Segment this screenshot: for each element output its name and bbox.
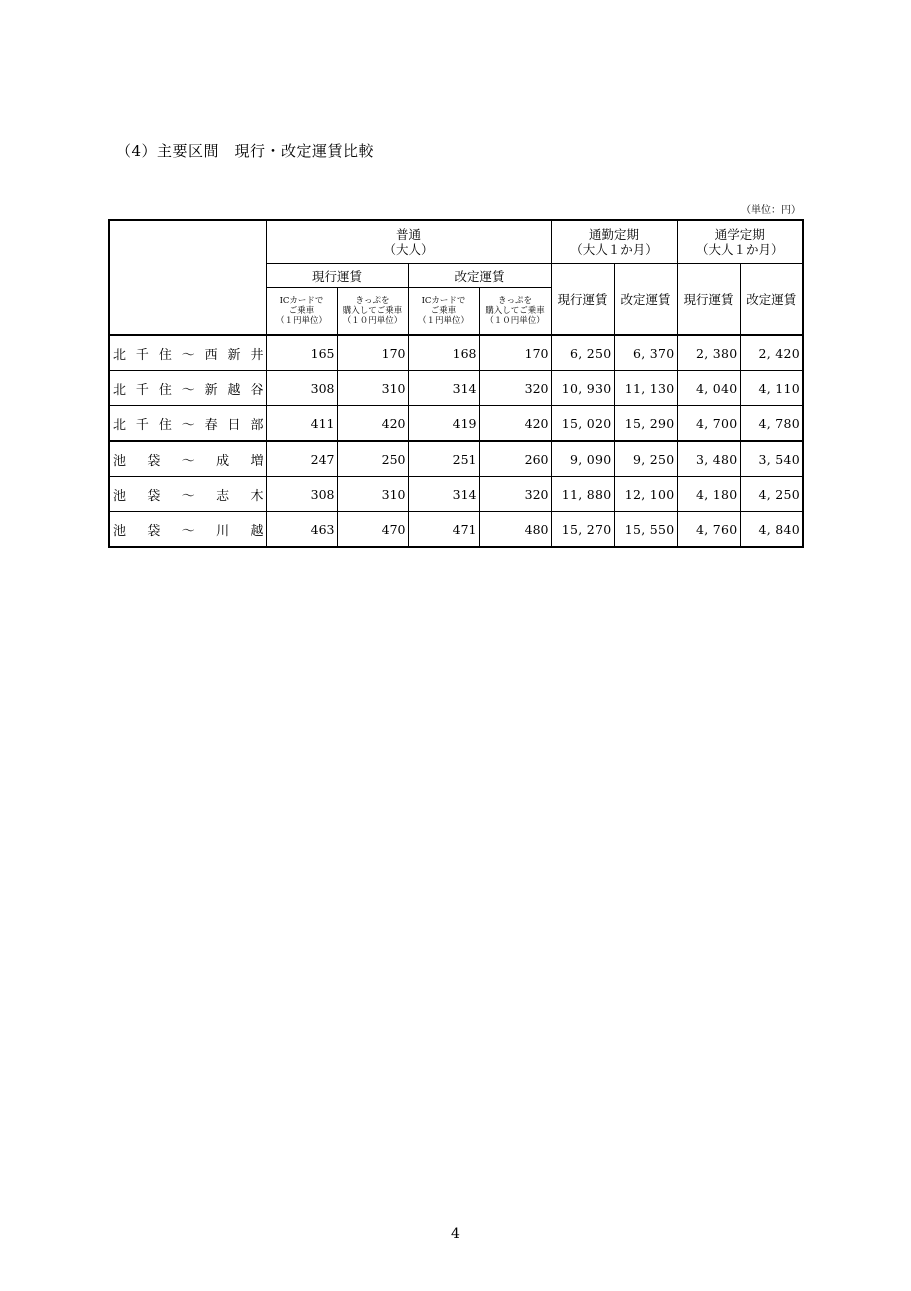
route-char: ～: [181, 417, 195, 433]
route-char: 住: [158, 382, 172, 398]
regular-revised-header: 改定運賃: [408, 264, 551, 288]
commuter-pass-title: 通勤定期: [589, 227, 640, 242]
table-row: [109, 512, 803, 548]
route-char: 新: [204, 382, 218, 398]
commuter-current-header: 現行運賃: [551, 264, 614, 336]
route-char: ～: [181, 453, 195, 469]
ic-label-line2: ご乗車: [288, 306, 315, 316]
route-char: 袋: [147, 453, 161, 469]
route-char: 川: [216, 523, 230, 539]
route-char: 北: [113, 382, 127, 398]
ic-label-line3: （１円単位）: [275, 316, 327, 326]
route-char: ～: [181, 523, 195, 539]
fare-cell: 10, 930: [551, 371, 614, 406]
fare-cell: 320: [479, 477, 551, 512]
fare-cell: 4, 180: [677, 477, 740, 512]
route-char: ～: [181, 347, 195, 363]
fare-cell: 419: [408, 406, 479, 442]
fare-cell: 11, 130: [614, 371, 677, 406]
revised-ticket-header: [479, 288, 551, 336]
fare-cell: 165: [266, 335, 337, 371]
ic-label-line2: ご乗車: [430, 306, 457, 316]
route-char: 池: [113, 488, 127, 504]
ic-label-line3: （１円単位）: [417, 316, 469, 326]
page-number: 4: [451, 1226, 460, 1242]
table-row: [109, 477, 803, 512]
route-char: 春: [204, 417, 218, 433]
fare-cell: 310: [337, 371, 408, 406]
commuter-revised-header: 改定運賃: [614, 264, 677, 336]
ticket-label-line2: 購入してご乗車: [342, 306, 403, 316]
route-cell: [109, 406, 266, 442]
route-cell: [109, 441, 266, 477]
fare-cell: 411: [266, 406, 337, 442]
fare-cell: 251: [408, 441, 479, 477]
regular-fare-title: 普通: [396, 227, 422, 242]
ic-label-line1: ICカードで: [421, 296, 466, 306]
fare-cell: 12, 100: [614, 477, 677, 512]
route-char: 日: [227, 417, 241, 433]
route-char: 住: [158, 347, 172, 363]
route-char: 住: [158, 417, 172, 433]
fare-cell: 9, 250: [614, 441, 677, 477]
ic-label-line1: ICカードで: [279, 296, 324, 306]
fare-cell: 4, 250: [740, 477, 803, 512]
route-char: 池: [113, 523, 127, 539]
fare-cell: 4, 040: [677, 371, 740, 406]
route-char: 北: [113, 417, 127, 433]
table-row: [109, 441, 803, 477]
fare-cell: 247: [266, 441, 337, 477]
route-char: 袋: [147, 523, 161, 539]
revised-ic-header: [408, 288, 479, 336]
route-char: 西: [204, 347, 218, 363]
route-char: 越: [250, 523, 264, 539]
fare-cell: 170: [479, 335, 551, 371]
fare-cell: 420: [337, 406, 408, 442]
fare-cell: 15, 020: [551, 406, 614, 442]
fare-cell: 314: [408, 371, 479, 406]
route-char: 木: [250, 488, 264, 504]
current-ticket-header: [337, 288, 408, 336]
regular-fare-header: [266, 220, 551, 264]
table-row: [109, 335, 803, 371]
unit-note: （単位：円）: [741, 205, 801, 216]
table-row: [109, 371, 803, 406]
fare-cell: 4, 760: [677, 512, 740, 548]
fare-cell: 3, 540: [740, 441, 803, 477]
ticket-label-line3: （１０円単位）: [485, 316, 545, 326]
fare-cell: 3, 480: [677, 441, 740, 477]
fare-cell: 15, 290: [614, 406, 677, 442]
section-heading: （4）主要区間 現行・改定運賃比較: [116, 142, 375, 160]
route-char: 袋: [147, 488, 161, 504]
fare-cell: 9, 090: [551, 441, 614, 477]
route-char: 池: [113, 453, 127, 469]
fare-cell: 470: [337, 512, 408, 548]
fare-cell: 4, 110: [740, 371, 803, 406]
ticket-label-line1: きっぷを: [498, 296, 533, 306]
route-char: 志: [216, 488, 230, 504]
student-current-header: 現行運賃: [677, 264, 740, 336]
commuter-pass-header: [551, 220, 677, 264]
fare-cell: 4, 840: [740, 512, 803, 548]
fare-cell: 420: [479, 406, 551, 442]
route-char: 成: [216, 453, 230, 469]
student-pass-subtitle: （大人１か月）: [696, 242, 784, 257]
ticket-label-line1: きっぷを: [355, 296, 390, 306]
route-cell: [109, 335, 266, 371]
route-char: 谷: [250, 382, 264, 398]
fare-cell: 2, 380: [677, 335, 740, 371]
route-header-cell: [109, 220, 266, 335]
fare-cell: 260: [479, 441, 551, 477]
ticket-label-line3: （１０円単位）: [342, 316, 403, 326]
fare-cell: 463: [266, 512, 337, 548]
route-char: 千: [135, 417, 149, 433]
route-cell: [109, 477, 266, 512]
route-char: 部: [250, 417, 264, 433]
table-row: [109, 406, 803, 442]
route-char: 増: [250, 453, 264, 469]
route-char: 新: [227, 347, 241, 363]
ticket-label-line2: 購入してご乗車: [485, 306, 545, 316]
route-char: 越: [227, 382, 241, 398]
fare-cell: 6, 250: [551, 335, 614, 371]
current-ic-header: [266, 288, 337, 336]
route-cell: [109, 371, 266, 406]
student-revised-header: 改定運賃: [740, 264, 803, 336]
route-char: 千: [135, 347, 149, 363]
fare-cell: 170: [337, 335, 408, 371]
fare-cell: 4, 780: [740, 406, 803, 442]
fare-cell: 308: [266, 477, 337, 512]
route-char: 井: [250, 347, 264, 363]
fare-cell: 168: [408, 335, 479, 371]
commuter-pass-subtitle: （大人１か月）: [570, 242, 658, 257]
route-char: ～: [181, 382, 195, 398]
route-char: ～: [181, 488, 195, 504]
regular-fare-subtitle: （大人）: [383, 242, 434, 257]
regular-current-header: 現行運賃: [266, 264, 408, 288]
fare-table-body: [109, 335, 803, 547]
fare-cell: 471: [408, 512, 479, 548]
fare-cell: 11, 880: [551, 477, 614, 512]
fare-cell: 15, 270: [551, 512, 614, 548]
fare-cell: 480: [479, 512, 551, 548]
student-pass-header: [677, 220, 803, 264]
fare-cell: 4, 700: [677, 406, 740, 442]
fare-cell: 310: [337, 477, 408, 512]
fare-comparison-table: [108, 219, 804, 548]
fare-cell: 320: [479, 371, 551, 406]
route-char: 千: [135, 382, 149, 398]
fare-cell: 6, 370: [614, 335, 677, 371]
student-pass-title: 通学定期: [714, 227, 765, 242]
route-char: 北: [113, 347, 127, 363]
fare-cell: 314: [408, 477, 479, 512]
route-cell: [109, 512, 266, 548]
fare-cell: 308: [266, 371, 337, 406]
fare-cell: 250: [337, 441, 408, 477]
fare-cell: 15, 550: [614, 512, 677, 548]
fare-cell: 2, 420: [740, 335, 803, 371]
